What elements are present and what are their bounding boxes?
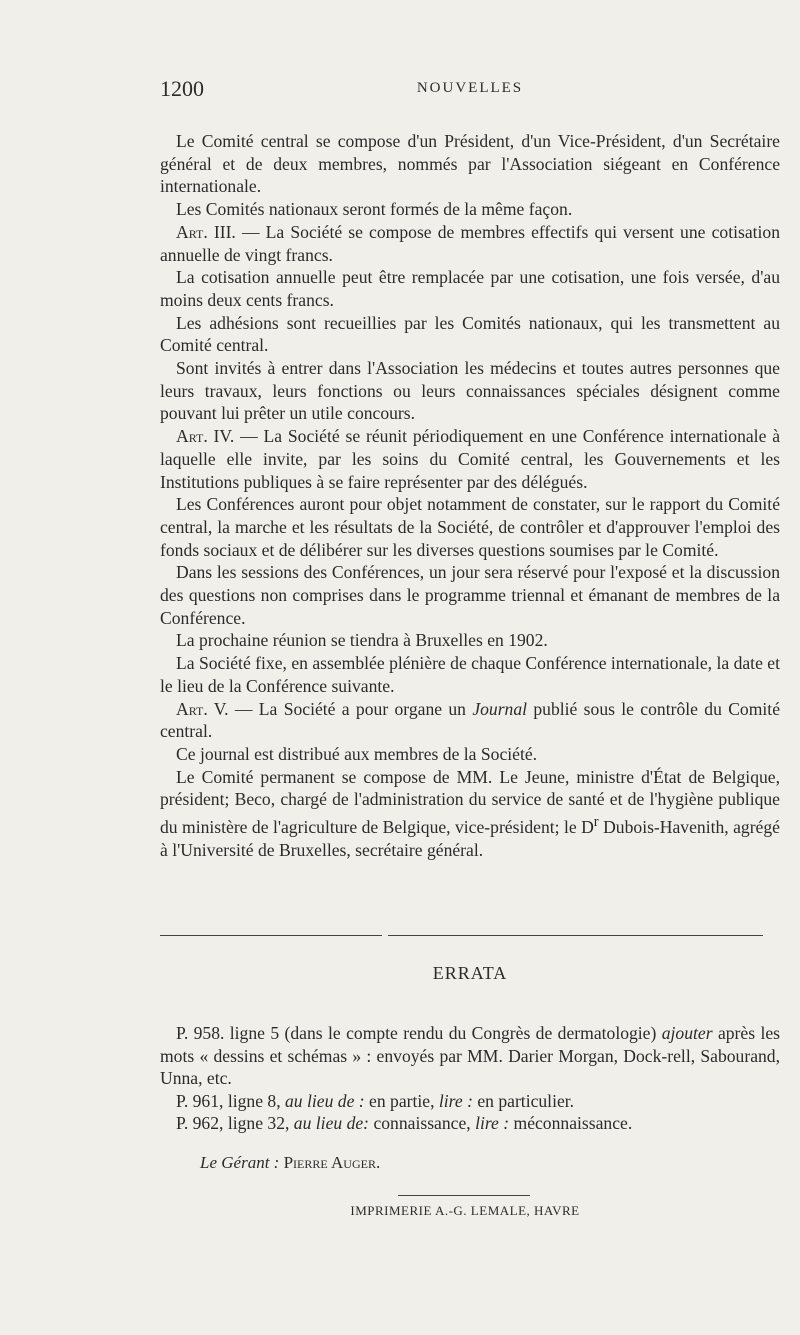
errata-list (160, 1022, 780, 1135)
committee-text-end: Dubois-Havenith, agrégé à l'Université de Bruxelles, secrétaire général. (160, 816, 780, 860)
article-label: Art. III. (176, 221, 236, 242)
running-title: NOUVELLES (416, 80, 524, 96)
gerant-line (200, 1153, 380, 1173)
paragraph: Les Conférences auront pour objet notamment de constater, sur le rapport du Comité central, la marche et les résultats de la Société, de contrôler et d'approuver l'emploi des fonds sociaux et de délibérer sur les diverses questions soumises par le Comité. (160, 494, 780, 560)
errata-text: en particulier. (472, 1090, 575, 1111)
article-label: Art. IV. (176, 426, 235, 447)
paragraph: Les Comités nationaux seront formés de la même façon. (176, 199, 573, 220)
errata-text: après les mots « dessins et schémas » : envoyés par MM. Darier Morgan, Dock-rell, Sabourand, Unna, etc. (160, 1023, 780, 1088)
printer-divider (398, 1195, 530, 1196)
paragraph: La prochaine réunion se tiendra à Bruxelles en 1902. (176, 630, 548, 651)
paragraph: Le Comité central se compose d'un Président, d'un Vice-Président, d'un Secrétaire général et de deux membres, nommés par l'Association siégeant en Conférence internationale. (160, 131, 780, 197)
journal-italic: Journal (472, 698, 528, 719)
divider-right (388, 935, 763, 936)
errata-text: en partie, (364, 1090, 439, 1111)
gerant-name: Pierre Auger. (283, 1153, 381, 1172)
page-header (160, 76, 780, 104)
errata-item (160, 1022, 780, 1090)
article-text-end: publié sous le contrôle du Comité central. (160, 698, 780, 742)
paragraph: Les adhésions sont recueillies par les Comités nationaux, qui les transmettent au Comité central. (160, 312, 780, 356)
page-number: 1200 (160, 76, 204, 101)
paragraph-article-3 (160, 221, 780, 266)
errata-italic: lire : (438, 1090, 473, 1111)
paragraph: Dans les sessions des Conférences, un jour sera réservé pour l'exposé et la discussion des questions non comprises dans le programme triennal et émanant de membres de la Conférence. (160, 562, 780, 628)
errata-text: méconnaissance. (509, 1113, 633, 1133)
paragraph: Sont invités à entrer dans l'Association les médecins et toutes autres personnes que leurs travaux, leurs fonctions ou leurs connaissances spéciales désignent comme pouvant lui prêter un utile concours. (160, 358, 780, 424)
errata-italic: au lieu de: (293, 1113, 370, 1133)
article-text: — La Société a pour organe un (228, 698, 473, 719)
paragraph-article-5 (160, 698, 780, 743)
errata-text: connaissance, (369, 1113, 476, 1133)
divider-left (160, 935, 382, 936)
errata-italic: lire : (475, 1113, 510, 1133)
errata-item (160, 1112, 780, 1135)
errata-item (160, 1090, 780, 1113)
errata-italic: au lieu de : (285, 1090, 365, 1111)
committee-text: Le Comité permanent se compose de MM. Le Jeune, ministre d'État de Belgique, président; Beco, chargé de l'administration du service de santé et de l'hygiène publique du ministère de l'agriculture de Belgique, vice-président; le D (160, 766, 780, 837)
errata-title: ERRATA (432, 963, 508, 983)
paragraph: Ce journal est distribué aux membres de la Société. (176, 743, 538, 764)
article-label: Art. V. (176, 698, 229, 719)
article-text: — La Société se compose de membres effectifs qui versent une cotisation annuelle de vingt francs. (160, 221, 780, 265)
paragraph: La Société fixe, en assemblée plénière de chaque Conférence internationale, la date et le lieu de la Conférence suivante. (160, 653, 780, 696)
paragraph-article-4 (160, 425, 780, 493)
printer-imprint: IMPRIMERIE A.-G. LEMALE, HAVRE (350, 1203, 580, 1218)
errata-italic: ajouter (661, 1023, 713, 1043)
paragraph-committee (160, 766, 780, 862)
errata-text: P. 962, ligne 32, (176, 1113, 294, 1133)
errata-text: P. 958. ligne 5 (dans le compte rendu du Congrès de dermatologie) (176, 1023, 662, 1043)
body-text (160, 130, 780, 861)
article-text: — La Société se réunit périodiquement en une Conférence internationale à laquelle elle invite, par les soins du Comité central, les Gouvernements et les Institutions publiques à se faire représenter par des délégués. (160, 426, 781, 492)
gerant-label: Le Gérant : (200, 1153, 280, 1172)
errata-text: P. 961, ligne 8, (176, 1090, 285, 1111)
paragraph: La cotisation annuelle peut être remplacée par une cotisation, une fois versée, d'au moins deux cents francs. (160, 267, 780, 310)
doctor-superscript: r (593, 814, 599, 831)
